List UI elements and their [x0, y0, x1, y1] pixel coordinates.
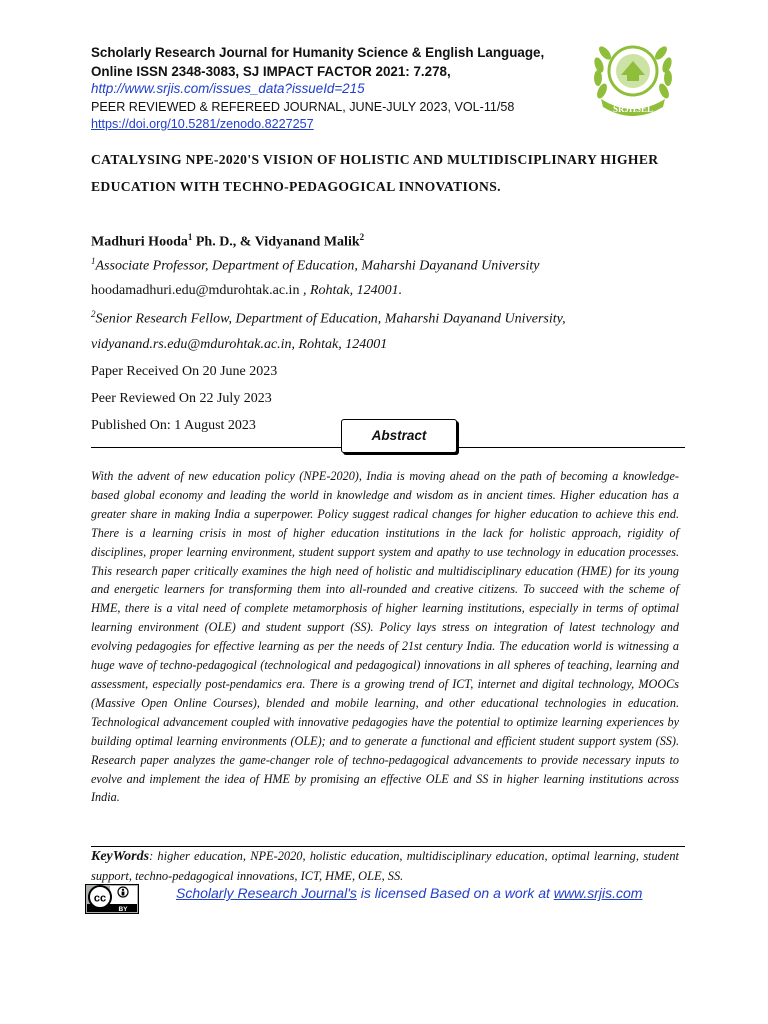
aff1-text: Associate Professor, Department of Education, Maharshi Dayanand University — [95, 258, 540, 274]
keywords — [91, 847, 679, 885]
keywords-label: KeyWords — [91, 849, 150, 864]
email-1-line — [91, 283, 402, 299]
aff2-text: Senior Research Fellow, Department of Education, Maharshi Dayanand University, — [95, 311, 566, 327]
author-line-rest: Ph. D., & Vidyanand Malik — [192, 234, 360, 250]
aff1-superscript: 1 — [91, 256, 96, 266]
published-date: Published On: 1 August 2023 — [91, 418, 256, 433]
cc-by-label: BY — [118, 906, 128, 913]
author2-superscript: 2 — [359, 232, 365, 242]
svg-text:cc: cc — [93, 892, 107, 905]
email-1-location: , Rohtak, 124001. — [299, 283, 403, 298]
license-middle-text: is licensed Based on a work at — [356, 885, 554, 901]
received-date: Paper Received On 20 June 2023 — [91, 364, 278, 379]
abstract-text: With the advent of new education policy (NPE-2020), India is moving ahead on the path of becoming a knowledge-based global economy and leading the world in knowledge and wisdom as in ancient times. Higher education has a greater share in making India a superpower. Policy suggest radical changes for higher education to achieve this end. There is a learning crisis in most of higher education institutions in the lack for holistic approach, rigidity of disciplines, proper learning environment, student support system and apathy to use technology in education processes. This research paper critically examines the high need of holistic and multidisciplinary education (HME) for its young and energetic learners for transforming them into all-rounded and creative citizens. To succeed with the scheme of HME, there is a vital need of complete metamorphosis of higher learning institutions, especially in terms of optimal learning environment (OLE) and student support (SS). Policy lays stress on integration of latest technology and evolving pedagogies for effective learning as per the needs of 21st century India. The education world is witnessing a huge wave of techno-pedagogical (technological and pedagogical) innovations in all spheres of teaching, learning and assessment, especially post-pendamics era. There is a growing trend of ICT, internet and digital technology, MOOCs (Massive Open Online Courses), blended and mobile learning, and other educational technologies in education. Technological advancement coupled with innovative pedagogies have the potential to optimize learning experiences by building optimal learning environments (OLE); and to generate a functional and efficient student support system (SS). Research paper analyzes the game-changer role of techno-pedagogical advancements to provide necessary inputs to evolve and implement the idea of HME by promising an effective OLE and SS in higher learning institutions across India. — [91, 469, 679, 805]
journal-url-link[interactable]: http://www.srjis.com/issues_data?issueId=215 — [91, 81, 365, 96]
creative-commons-icon — [85, 884, 139, 914]
author1-superscript: 1 — [187, 232, 193, 242]
keywords-text: : higher education, NPE-2020, holistic education, multidisciplinary education, optimal learning, student support, techno-pedagogical innovations, ICT, HME, OLE, SS. — [91, 849, 679, 883]
peer-review-line: PEER REVIEWED & REFEREED JOURNAL, JUNE-JULY 2023, VOL-11/58 — [91, 100, 515, 114]
affiliation-1 — [91, 256, 539, 275]
email-1: hoodamadhuri.edu@mdurohtak.ac.in — [91, 283, 300, 298]
email-2-line: vidyanand.rs.edu@mdurohtak.ac.in, Rohtak, 124001 — [91, 337, 388, 352]
aff2-superscript: 2 — [91, 309, 96, 319]
paper-title: CATALYSING NPE-2020'S VISION OF HOLISTIC AND MULTIDISCIPLINARY HIGHER EDUCATION WITH TECHNO-PEDAGOGICAL INNOVATIONS. — [91, 152, 659, 194]
doi-link[interactable]: https://doi.org/10.5281/zenodo.8227257 — [91, 117, 314, 131]
license-line — [176, 885, 642, 901]
author-line — [91, 232, 364, 251]
license-site-link[interactable]: www.srjis.com — [553, 885, 643, 901]
affiliation-2 — [91, 309, 566, 328]
issn-line: Online ISSN 2348-3083, SJ IMPACT FACTOR 2021: 7.278, — [91, 64, 451, 79]
license-journal-link[interactable]: Scholarly Research Journal's — [176, 885, 357, 901]
logo-text: SRJHSEL — [612, 104, 654, 114]
author1-name: Madhuri Hooda — [91, 234, 188, 250]
journal-title: Scholarly Research Journal for Humanity Science & English Language, — [91, 45, 545, 60]
reviewed-date: Peer Reviewed On 22 July 2023 — [91, 391, 272, 406]
journal-logo-icon — [583, 33, 683, 119]
abstract-heading: Abstract — [341, 419, 457, 453]
